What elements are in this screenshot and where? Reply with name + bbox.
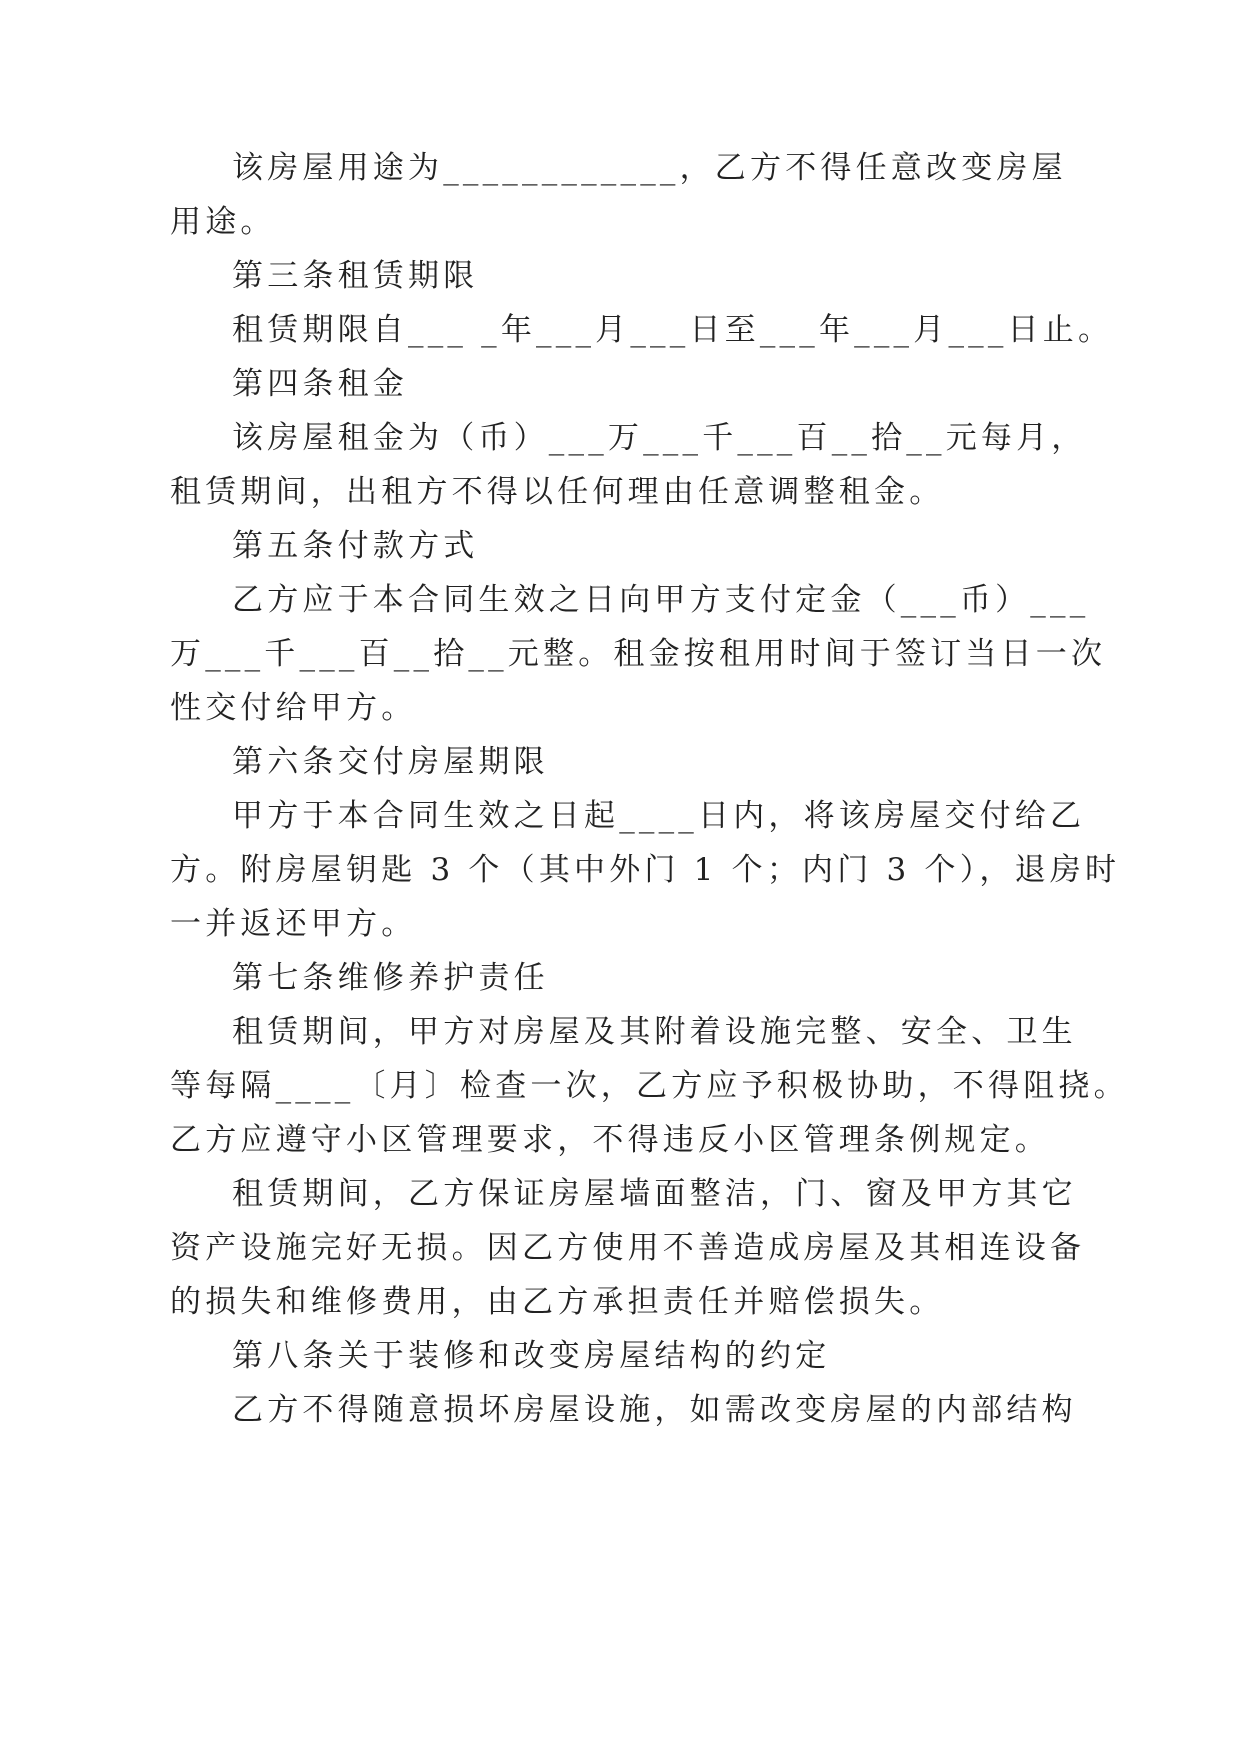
section-heading: 第五条付款方式 — [232, 528, 479, 564]
text-line: 方。附房屋钥匙 3 个（其中外门 1 个；内门 3 个），退房时 — [170, 852, 1121, 888]
text-line: 一并返还甲方。 — [170, 906, 417, 942]
text-line: 资产设施完好无损。因乙方使用不善造成房屋及其相连设备 — [170, 1230, 1086, 1266]
section-heading: 第六条交付房屋期限 — [232, 744, 549, 780]
text-line: 租赁期限自___ _年___月___日至___年___月___日止。 — [232, 312, 1114, 348]
text-line: 乙方不得随意损坏房屋设施，如需改变房屋的内部结构 — [232, 1392, 1077, 1428]
text-line: 乙方应于本合同生效之日向甲方支付定金（___币）___ — [232, 582, 1090, 618]
text-line: 性交付给甲方。 — [170, 690, 417, 726]
section-heading: 第八条关于装修和改变房屋结构的约定 — [232, 1338, 831, 1374]
text-line: 租赁期间，甲方对房屋及其附着设施完整、安全、卫生 — [232, 1014, 1077, 1050]
text-line: 乙方应遵守小区管理要求，不得违反小区管理条例规定。 — [170, 1122, 1050, 1158]
section-heading: 第七条维修养护责任 — [232, 960, 549, 996]
text-line: 甲方于本合同生效之日起____日内，将该房屋交付给乙 — [232, 798, 1086, 834]
section-heading: 第四条租金 — [232, 366, 408, 402]
text-line: 租赁期间，出租方不得以任何理由任意调整租金。 — [170, 474, 945, 510]
text-line: 租赁期间，乙方保证房屋墙面整洁，门、窗及甲方其它 — [232, 1176, 1077, 1212]
text-line: 等每隔____〔月〕检查一次，乙方应予积极协助，不得阻挠。 — [170, 1068, 1129, 1104]
text-line: 的损失和维修费用，由乙方承担责任并赔偿损失。 — [170, 1284, 945, 1320]
text-line: 万___千___百__拾__元整。租金按租用时间于签订当日一次 — [170, 636, 1107, 672]
text-line: 用途。 — [170, 204, 276, 240]
text-line: 该房屋租金为（币）___万___千___百__拾__元每月， — [232, 420, 1087, 456]
section-heading: 第三条租赁期限 — [232, 258, 479, 294]
text-line: 该房屋用途为____________，乙方不得任意改变房屋 — [232, 150, 1067, 186]
